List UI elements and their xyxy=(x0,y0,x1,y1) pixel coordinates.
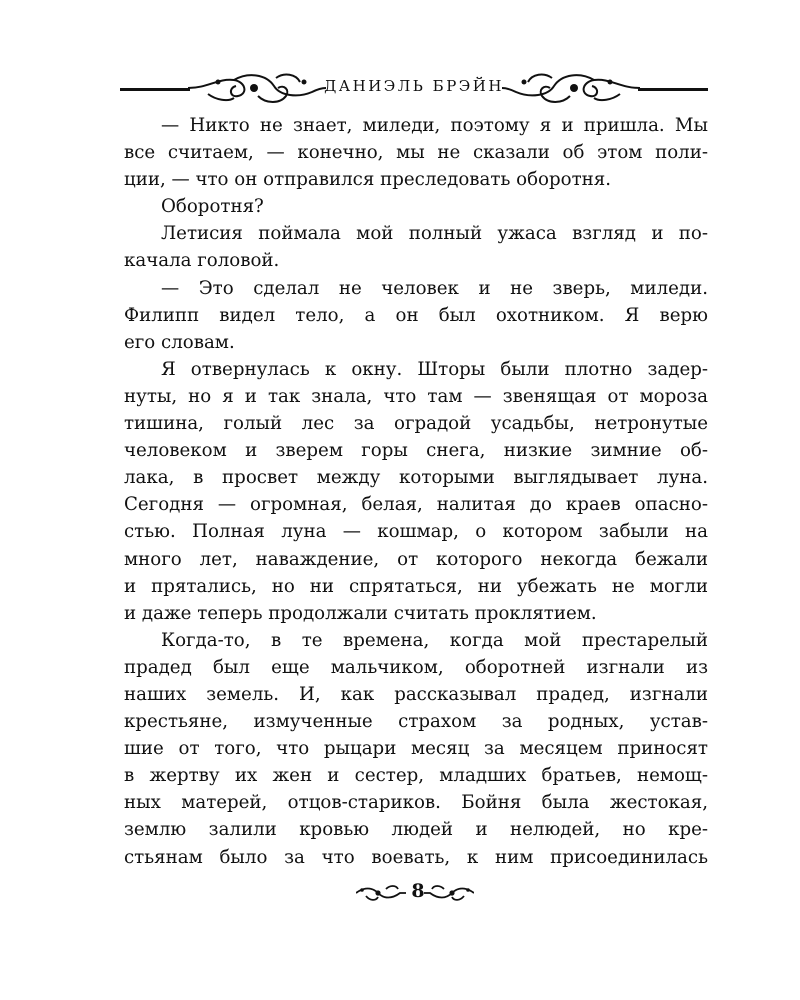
text-line: крестьяне, измученные страхом за родных, устав- xyxy=(124,711,708,733)
page-number: 8 xyxy=(411,880,425,902)
text-line: Филипп видел тело, а он был охотником. Я верю xyxy=(124,304,708,326)
footer-ornament-right-icon xyxy=(424,884,474,902)
text-line: стьянам было за что воевать, к ним присоединилась xyxy=(124,846,708,868)
page-footer xyxy=(0,878,800,908)
text-line: нуты, но я и так знала, что там — звенящая от мороза xyxy=(124,385,708,407)
text-line: Оборотня? xyxy=(161,196,264,218)
text-line: Сегодня — огромная, белая, налитая до краев опасно- xyxy=(124,494,708,516)
text-line: и даже теперь продолжали считать проклятием. xyxy=(124,602,597,624)
header-rule-right xyxy=(638,88,708,91)
text-line: человеком и зверем горы снега, низкие зимние об- xyxy=(124,440,708,462)
header-ornament-right-icon xyxy=(502,70,640,106)
text-line: — Никто не знает, миледи, поэтому я и пришла. Мы xyxy=(161,115,708,136)
text-line: ных матерей, отцов-стариков. Бойня была жестокая, xyxy=(124,792,708,814)
text-line: — Это сделал не человек и не зверь, миледи. xyxy=(161,277,708,299)
text-line: Я отвернулась к окну. Шторы были плотно задер- xyxy=(161,358,708,380)
text-line: его словам. xyxy=(124,331,235,353)
text-line: тишина, голый лес за оградой усадьбы, нетронутые xyxy=(124,413,708,435)
text-line: Когда-то, в те времена, когда мой престарелый xyxy=(161,629,708,651)
text-line: шие от того, что рыцари месяц за месяцем приносят xyxy=(124,738,708,760)
text-line: все считаем, — конечно, мы не сказали об этом поли- xyxy=(124,142,708,164)
text-line: и прятались, но ни спрятаться, ни убежать не могли xyxy=(124,575,708,597)
text-line: лака, в просвет между которыми выглядывает луна. xyxy=(124,467,708,489)
footer-ornament-left-icon xyxy=(356,884,406,902)
text-line: прадед был еще мальчиком, оборотней изгнали из xyxy=(124,656,708,678)
text-line: стью. Полная луна — кошмар, о котором забыли на xyxy=(124,521,708,543)
text-line: ции, — что он отправился преследовать оборотня. xyxy=(124,169,612,191)
text-line: Летисия поймала мой полный ужаса взгляд и по- xyxy=(161,223,708,245)
text-line: качала головой. xyxy=(124,250,280,272)
text-line: в жертву их жен и сестер, младших братьев, немощ- xyxy=(124,765,708,787)
running-header xyxy=(120,68,708,108)
text-line: землю залили кровью людей и нелюдей, но кре- xyxy=(124,819,708,841)
text-line: много лет, наваждение, от которого некогда бежали xyxy=(124,548,708,570)
body-text xyxy=(124,112,708,871)
header-author: ДАНИЭЛЬ БРЭЙН xyxy=(324,77,504,95)
text-line: наших земель. И, как рассказывал прадед, изгнали xyxy=(124,683,708,705)
